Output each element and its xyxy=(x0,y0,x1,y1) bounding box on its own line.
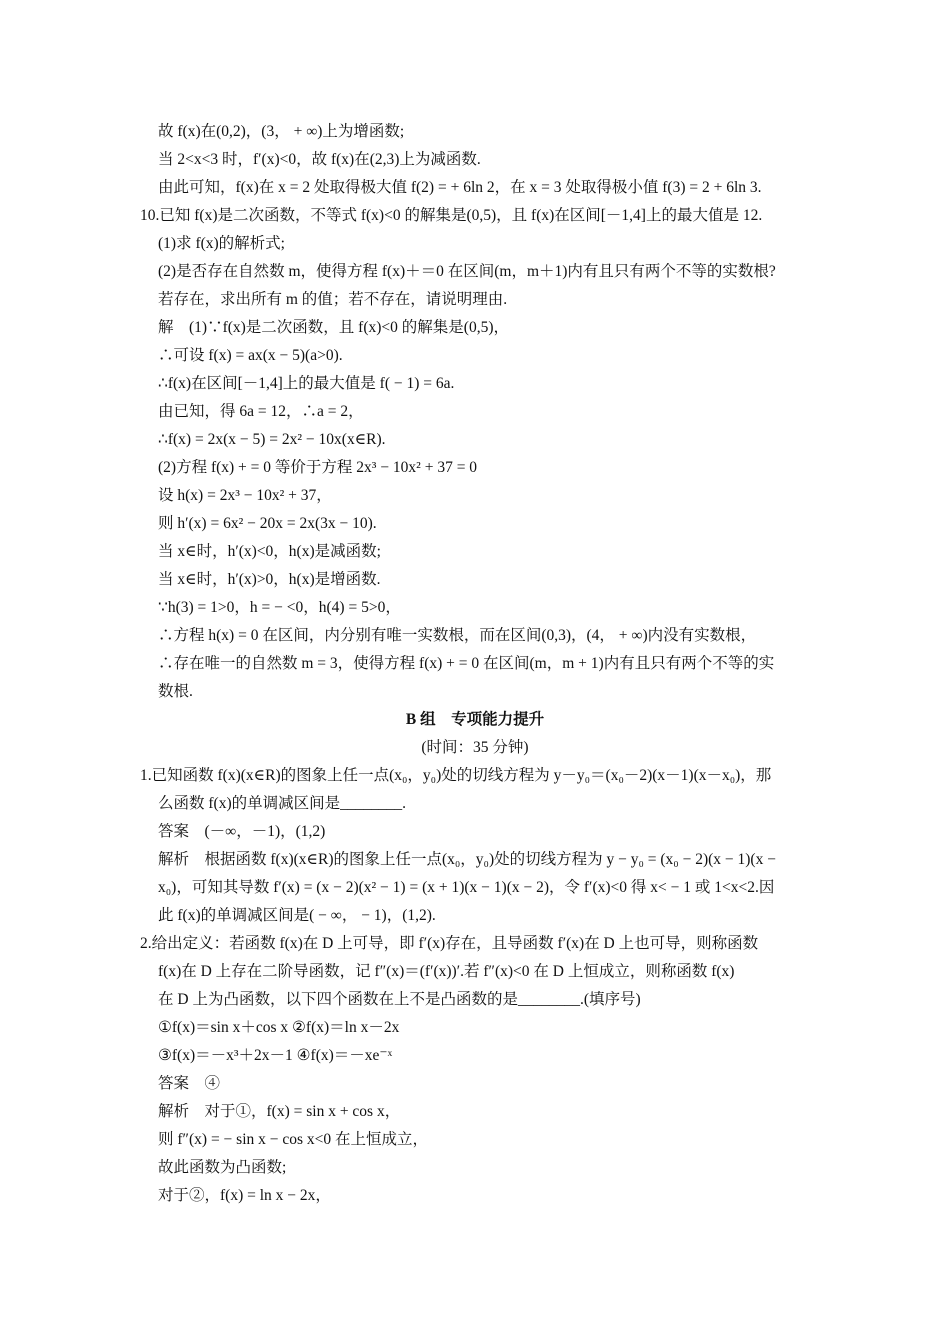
text-line: (2)方程 f(x) + = 0 等价于方程 2x³ − 10x² + 37 = 0 xyxy=(158,459,478,476)
text-line: 当 x∈时，h′(x)>0，h(x)是增函数. xyxy=(158,571,381,588)
text-line: 则 f″(x) = − sin x − cos x<0 在上恒成立， xyxy=(158,1131,429,1148)
text-line: ∴f(x)在区间[－1,4]上的最大值是 f( − 1) = 6a. xyxy=(158,375,455,392)
text-line: 数根. xyxy=(158,683,193,700)
text-line: 在 D 上为凸函数，以下四个函数在上不是凸函数的是________.(填序号) xyxy=(158,991,641,1008)
text-line: 当 x∈时，h′(x)<0，h(x)是减函数; xyxy=(158,543,381,560)
text-line: 由已知，得 6a = 12，∴a = 2， xyxy=(158,403,364,420)
text-line: 当 2<x<3 时，f′(x)<0，故 f(x)在(2,3)上为减函数. xyxy=(158,151,481,168)
analysis-line: 解析 对于①，f(x) = sin x + cos x， xyxy=(158,1103,401,1120)
text-line: f(x)在 D 上存在二阶导函数，记 f″(x)＝(f′(x))′.若 f″(x)<0 在 D 上恒成立，则称函数 f(x) xyxy=(158,963,735,980)
text-line: ∴f(x) = 2x(x − 5) = 2x² − 10x(x∈R). xyxy=(158,431,386,448)
question-1: 1.已知函数 f(x)(x∈R)的图象上任一点(x₀，y₀)处的切线方程为 y－y₀＝(x₀－2)(x－1)(x－x₀)，那 xyxy=(140,767,772,784)
option-line: ③f(x)＝－x³＋2x－1 ④f(x)＝－xe⁻ˣ xyxy=(158,1047,393,1064)
text-line: x₀)，可知其导数 f′(x) = (x − 2)(x² − 1) = (x + 1)(x − 1)(x − 2)，令 f′(x)<0 得 x< − 1 或 1<x<2.因 xyxy=(158,879,775,896)
text-line: 么函数 f(x)的单调减区间是________. xyxy=(158,795,406,812)
solution-line: 解 (1)∵f(x)是二次函数，且 f(x)<0 的解集是(0,5)， xyxy=(158,319,509,336)
text-line: ∴可设 f(x) = ax(x − 5)(a>0). xyxy=(158,347,343,364)
question-2: 2.给出定义：若函数 f(x)在 D 上可导，即 f′(x)存在，且导函数 f′(x)在 D 上也可导，则称函数 xyxy=(140,935,759,952)
answer-line: 答案 ④ xyxy=(158,1075,221,1092)
text-line: (1)求 f(x)的解析式; xyxy=(158,235,285,252)
text-line: ∴存在唯一的自然数 m = 3，使得方程 f(x) + = 0 在区间(m，m + 1)内有且只有两个不等的实 xyxy=(158,655,775,672)
text-line: ∴方程 h(x) = 0 在区间，内分别有唯一实数根，而在区间(0,3)，(4， + ∞)内没有实数根， xyxy=(158,627,757,644)
section-heading: B 组 专项能力提升 xyxy=(405,711,545,728)
text-line: 则 h′(x) = 6x² − 20x = 2x(3x − 10). xyxy=(158,515,377,532)
text-line: 若存在，求出所有 m 的值；若不存在，请说明理由. xyxy=(158,291,508,308)
analysis-line: 解析 根据函数 f(x)(x∈R)的图象上任一点(x₀，y₀)处的切线方程为 y − y₀ = (x₀ − 2)(x − 1)(x − xyxy=(158,851,776,868)
text-line: 故 f(x)在(0,2)，(3， + ∞)上为增函数; xyxy=(158,123,405,140)
text-line: 设 h(x) = 2x³ − 10x² + 37， xyxy=(158,487,332,504)
question-10: 10.已知 f(x)是二次函数，不等式 f(x)<0 的解集是(0,5)，且 f(x)在区间[－1,4]上的最大值是 12. xyxy=(140,207,763,224)
option-line: ①f(x)＝sin x＋cos x ②f(x)＝ln x－2x xyxy=(158,1019,400,1036)
text-line: (2)是否存在自然数 m，使得方程 f(x)＋＝0 在区间(m，m＋1)内有且只有两个不等的实数根? xyxy=(158,263,776,280)
answer-line: 答案 (－∞，－1)，(1,2) xyxy=(158,823,326,840)
text-line: 对于②，f(x) = ln x − 2x， xyxy=(158,1187,331,1204)
text-line: 此 f(x)的单调减区间是( − ∞， − 1)，(1,2). xyxy=(158,907,436,924)
text-line: 故此函数为凸函数; xyxy=(158,1159,287,1176)
text-line: 由此可知，f(x)在 x = 2 处取得极大值 f(2) = + 6ln 2，在 x = 3 处取得极小值 f(3) = 2 + 6ln 3. xyxy=(158,179,762,196)
time-note: (时间：35 分钟) xyxy=(421,739,529,756)
text-line: ∵h(3) = 1>0，h = − <0，h(4) = 5>0， xyxy=(158,599,401,616)
